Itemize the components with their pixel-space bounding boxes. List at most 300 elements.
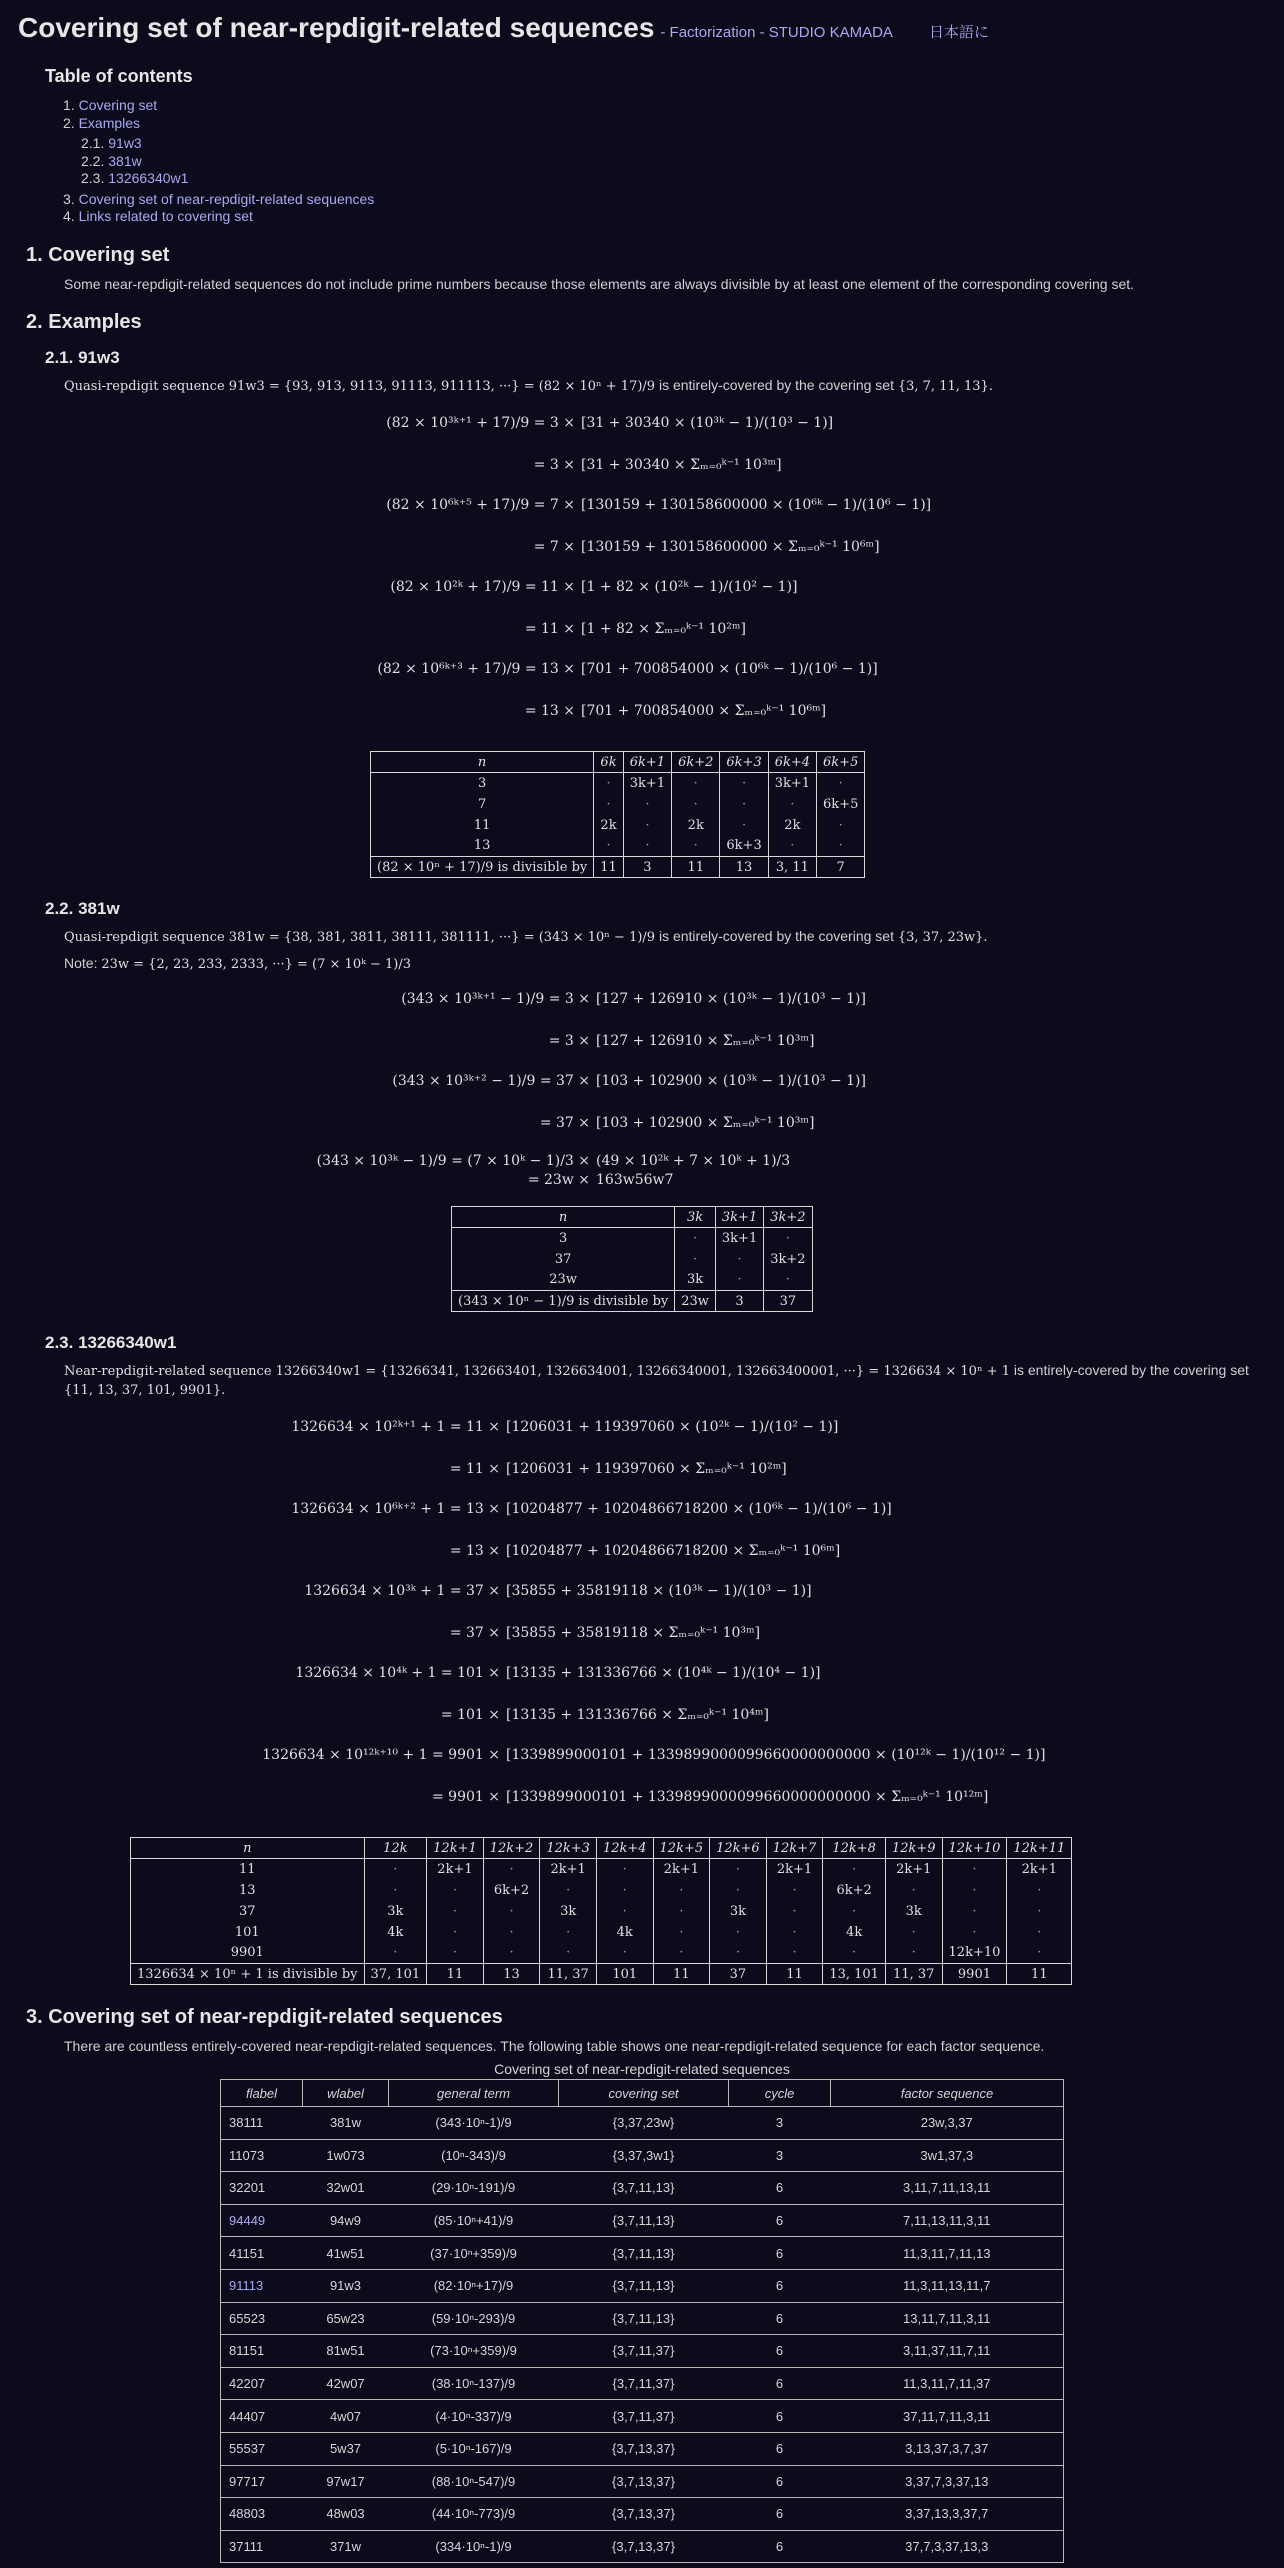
equation-rhs: [1 + 82 × Σₘ₌₀ᵏ⁻¹ 10²ᵐ] — [581, 621, 746, 637]
table-cell: · — [768, 794, 816, 815]
table-row — [452, 1228, 813, 1249]
table-cell: 11 — [672, 857, 720, 878]
equation-rhs: [35855 + 35819118 × (10³ᵏ − 1)/(10³ − 1)] — [506, 1583, 812, 1599]
table-cell: · — [885, 1880, 942, 1901]
table-cell: {3,7,13,37} — [559, 2465, 729, 2498]
table-cell: 6 — [729, 2237, 831, 2270]
table-cell: 11 — [766, 1964, 823, 1985]
table-cell: 11 — [594, 857, 624, 878]
table-cell: 13,11,7,11,3,11 — [831, 2302, 1064, 2335]
table-cell: · — [427, 1922, 484, 1943]
table-cell: 2k+1 — [653, 1859, 710, 1880]
table-cell: · — [1007, 1880, 1072, 1901]
equation-rhs: [1206031 + 119397060 × (10²ᵏ − 1)/(10² − 1)] — [506, 1419, 839, 1435]
subsection-heading-13266340w1: 2.3. 13266340w1 — [45, 1333, 177, 1352]
equation-rhs: [31 + 30340 × Σₘ₌₀ᵏ⁻¹ 10³ᵐ] — [581, 457, 782, 473]
table-cell: 6k+3 — [720, 752, 768, 773]
table-cell: {3,7,11,13} — [559, 2269, 729, 2302]
table-cell: {3,7,13,37} — [559, 2498, 729, 2531]
table-cell: 3k+1 — [623, 773, 671, 794]
table-row — [452, 1291, 813, 1312]
table-cell: 97w17 — [303, 2465, 389, 2498]
table-cell: 6 — [729, 2498, 831, 2531]
table-cell: 6k+4 — [768, 752, 816, 773]
table-cell: 381w — [303, 2107, 389, 2140]
table-row — [221, 2335, 1064, 2368]
table-cell: (29·10ⁿ-191)/9 — [389, 2172, 559, 2205]
equation-rhs: [130159 + 130158600000 × (10⁶ᵏ − 1)/(10⁶ − 1)] — [581, 497, 932, 513]
table-cell: 94w9 — [303, 2204, 389, 2237]
table-cell: · — [942, 1859, 1007, 1880]
table-cell: 37, 101 — [364, 1964, 427, 1985]
toc-link-91w3[interactable]: 91w3 — [108, 135, 142, 151]
table-cell: 9901 — [131, 1943, 365, 1964]
equation-rhs: [31 + 30340 × (10³ᵏ − 1)/(10³ − 1)] — [581, 415, 834, 431]
table-cell: {3,37,23w} — [559, 2107, 729, 2140]
table-cell: 6k+2 — [483, 1880, 540, 1901]
table-cell: 6 — [729, 2302, 831, 2335]
table-cell: 12k — [364, 1838, 427, 1859]
table-cell: (44·10ⁿ-773)/9 — [389, 2498, 559, 2531]
table-cell: 13 — [371, 836, 594, 857]
table-cell: 3 — [452, 1228, 675, 1249]
toc-item: 2.1. 91w3 — [81, 135, 142, 151]
table-cell: (37·10ⁿ+359)/9 — [389, 2237, 559, 2270]
table-cell: 11 — [1007, 1964, 1072, 1985]
table-cell: 2k — [672, 815, 720, 836]
table-cell: 6k+3 — [720, 836, 768, 857]
table-row — [221, 2465, 1064, 2498]
toc-link-section3[interactable]: Covering set of near-repdigit-related sequences — [78, 190, 375, 207]
subsection-heading-381w: 2.2. 381w — [45, 899, 120, 918]
table-cell: 1w073 — [303, 2139, 389, 2172]
table-cell: 41151 — [221, 2237, 303, 2270]
table-cell: · — [710, 1943, 767, 1964]
table-cell: · — [672, 836, 720, 857]
table-cell: · — [483, 1859, 540, 1880]
section-heading-3: 3. Covering set of near-repdigit-related sequences — [26, 2006, 503, 2028]
table-cell: · — [653, 1922, 710, 1943]
table-cell: 44407 — [221, 2400, 303, 2433]
column-header: wlabel — [303, 2080, 389, 2107]
table-cell: 3k — [364, 1901, 427, 1922]
table-cell: · — [817, 815, 865, 836]
table-cell: 11, 37 — [540, 1964, 597, 1985]
table-cell: 3 — [623, 857, 671, 878]
table-cell: 11,3,11,7,11,13 — [831, 2237, 1064, 2270]
table-cell: 2k+1 — [1007, 1859, 1072, 1880]
equation-rhs: [130159 + 130158600000 × Σₘ₌₀ᵏ⁻¹ 10⁶ᵐ] — [581, 539, 880, 555]
table-cell: 97717 — [221, 2465, 303, 2498]
equation-lhs: = 3 × — [533, 457, 575, 473]
table-cell: 6 — [729, 2204, 831, 2237]
table-cell: 48803 — [221, 2498, 303, 2531]
table-row — [221, 2139, 1064, 2172]
table-header-row — [221, 2080, 1064, 2107]
table-cell: {3,7,13,37} — [559, 2530, 729, 2563]
table-cell: 3,11,7,11,13,11 — [831, 2172, 1064, 2205]
equation-lhs: = 9901 × — [432, 1789, 500, 1805]
table-cell: 3 — [729, 2107, 831, 2140]
intro-13266340w1-line2: {11, 13, 37, 101, 9901}. — [64, 1383, 226, 1398]
table-row — [221, 2237, 1064, 2270]
table-cell: 4w07 — [303, 2400, 389, 2433]
residue-table-13266340w1 — [130, 1837, 1072, 1985]
toc-item: 2. Examples — [63, 114, 141, 131]
table-cell: 91w3 — [303, 2269, 389, 2302]
table-row — [371, 815, 865, 836]
column-header: factor sequence — [831, 2080, 1064, 2107]
table-row — [221, 2269, 1064, 2302]
table-cell: 38111 — [221, 2107, 303, 2140]
table-cell: 41w51 — [303, 2237, 389, 2270]
table-cell: 7,11,13,11,3,11 — [831, 2204, 1064, 2237]
equation-lhs: (343 × 10³ᵏ − 1)/9 = (7 × 10ᵏ − 1)/3 × — [316, 1153, 590, 1169]
table-row — [221, 2530, 1064, 2563]
table-cell: 13 — [483, 1964, 540, 1985]
table-row — [221, 2367, 1064, 2400]
section-heading-1: 1. Covering set — [26, 244, 170, 266]
table-cell: · — [483, 1943, 540, 1964]
table-cell: {3,7,13,37} — [559, 2432, 729, 2465]
table-cell: 3k+2 — [764, 1207, 812, 1228]
table-cell: 12k+4 — [596, 1838, 653, 1859]
table-cell: 12k+8 — [823, 1838, 886, 1859]
table-row — [371, 794, 865, 815]
table-cell: (334·10ⁿ-1)/9 — [389, 2530, 559, 2563]
table-cell: 6k+5 — [817, 794, 865, 815]
site-subtitle-link[interactable]: - Factorization - STUDIO KAMADA — [660, 24, 893, 41]
table-cell: · — [675, 1228, 716, 1249]
table-cell: · — [623, 815, 671, 836]
table-cell: · — [427, 1901, 484, 1922]
table-cell: · — [653, 1901, 710, 1922]
table-cell: 1326634 × 10ⁿ + 1 is divisible by — [131, 1964, 365, 1985]
table-header-row — [131, 1838, 1072, 1859]
table-cell: 2k+1 — [766, 1859, 823, 1880]
toc-item: 2.3. 13266340w1 — [81, 170, 189, 186]
table-cell: 42w07 — [303, 2367, 389, 2400]
equation-lhs: = 13 × — [524, 703, 575, 719]
table-cell: 23w — [675, 1291, 716, 1312]
table-cell: · — [675, 1249, 716, 1270]
note-381w: Note: 23w = {2, 23, 233, 2333, ···} = (7 × 10ᵏ − 1)/3 — [64, 955, 411, 972]
table-cell: (4·10ⁿ-337)/9 — [389, 2400, 559, 2433]
table-cell: 32201 — [221, 2172, 303, 2205]
table-cell: · — [594, 794, 624, 815]
equation-lhs: = 7 × — [533, 539, 575, 555]
toc-link-examples[interactable]: Examples — [78, 114, 141, 131]
table-cell: 3k+1 — [768, 773, 816, 794]
table-cell: · — [823, 1901, 886, 1922]
table-cell: · — [715, 1270, 763, 1291]
table-cell: 12k+1 — [427, 1838, 484, 1859]
table-row — [452, 1249, 813, 1270]
table-cell: 81151 — [221, 2335, 303, 2368]
toc-item: 4. Links related to covering set — [63, 208, 253, 224]
table-cell: · — [720, 773, 768, 794]
equation-lhs: = 11 × — [524, 621, 575, 637]
toc-item: 1. Covering set — [63, 97, 158, 113]
equation-rhs: [13135 + 131336766 × (10⁴ᵏ − 1)/(10⁴ − 1)] — [506, 1665, 821, 1681]
table-cell: · — [710, 1859, 767, 1880]
table-cell: 101 — [596, 1964, 653, 1985]
equation-lhs: (82 × 10²ᵏ + 17)/9 = 11 × — [390, 579, 575, 595]
table-cell: 13, 101 — [823, 1964, 886, 1985]
table-cell: 2k+1 — [427, 1859, 484, 1880]
table-cell: · — [942, 1922, 1007, 1943]
table-cell: · — [364, 1880, 427, 1901]
table-cell: 42207 — [221, 2367, 303, 2400]
table-cell: 37 — [764, 1291, 812, 1312]
equation-lhs: (82 × 10⁶ᵏ⁺⁵ + 17)/9 = 7 × — [386, 497, 575, 513]
table-cell: · — [720, 794, 768, 815]
equation-rhs: [1206031 + 119397060 × Σₘ₌₀ᵏ⁻¹ 10²ᵐ] — [506, 1461, 787, 1477]
table-cell: · — [540, 1880, 597, 1901]
table-cell: 6 — [729, 2269, 831, 2302]
table-cell: · — [766, 1943, 823, 1964]
table-cell: · — [823, 1943, 886, 1964]
equation-lhs: 1326634 × 10⁴ᵏ + 1 = 101 × — [295, 1665, 500, 1681]
table-row — [371, 836, 865, 857]
table-cell: 37 — [452, 1249, 675, 1270]
table-cell: 2k+1 — [885, 1859, 942, 1880]
table-cell: · — [483, 1901, 540, 1922]
toc-link-links[interactable]: Links related to covering set — [78, 208, 253, 224]
table-cell: 6 — [729, 2172, 831, 2205]
table-row — [131, 1859, 1072, 1880]
equation-rhs: [35855 + 35819118 × Σₘ₌₀ᵏ⁻¹ 10³ᵐ] — [506, 1625, 761, 1641]
table-cell: 6k+2 — [672, 752, 720, 773]
table-cell: 6 — [729, 2432, 831, 2465]
equation-lhs: = 37 × — [539, 1115, 590, 1131]
table-row — [131, 1880, 1072, 1901]
japanese-link[interactable]: 日本語に — [928, 24, 989, 41]
table-cell: · — [1007, 1922, 1072, 1943]
table-cell: n — [371, 752, 594, 773]
equation-lhs: (343 × 10³ᵏ⁺¹ − 1)/9 = 3 × — [401, 991, 590, 1007]
table-cell: n — [452, 1207, 675, 1228]
table-header-row — [371, 752, 865, 773]
table-cell: · — [364, 1859, 427, 1880]
table-cell: (10ⁿ-343)/9 — [389, 2139, 559, 2172]
intro-13266340w1: Near-repdigit-related sequence 13266340w1 = {13266341, 132663401, 1326634001, 13266340001, 132663400001, ···} = 1326634 × 10ⁿ + 1 is entirely-covered by the covering set — [64, 1362, 1249, 1379]
column-header: covering set — [559, 2080, 729, 2107]
table-row — [371, 773, 865, 794]
table-cell: 7 — [817, 857, 865, 878]
flabel-link[interactable]: 91113 — [221, 2269, 303, 2302]
table-cell: 37,11,7,11,3,11 — [831, 2400, 1064, 2433]
table-cell: 11,3,11,13,11,7 — [831, 2269, 1064, 2302]
table-row — [131, 1922, 1072, 1943]
table-cell: {3,7,11,37} — [559, 2400, 729, 2433]
table-cell: · — [710, 1922, 767, 1943]
equation-lhs: = 23w × — [527, 1172, 590, 1188]
equation-rhs: [127 + 126910 × Σₘ₌₀ᵏ⁻¹ 10³ᵐ] — [596, 1033, 815, 1049]
table-cell: · — [720, 815, 768, 836]
table-cell: {3,37,3w1} — [559, 2139, 729, 2172]
table-cell: 3,13,37,3,7,37 — [831, 2432, 1064, 2465]
table-cell: 6 — [729, 2335, 831, 2368]
equation-lhs: 1326634 × 10¹²ᵏ⁺¹⁰ + 1 = 9901 × — [262, 1747, 500, 1763]
table-cell: 12k+6 — [710, 1838, 767, 1859]
table-cell: · — [596, 1901, 653, 1922]
table-cell: 23w,3,37 — [831, 2107, 1064, 2140]
table-cell: · — [942, 1901, 1007, 1922]
table-cell: 12k+9 — [885, 1838, 942, 1859]
table-cell: (85·10ⁿ+41)/9 — [389, 2204, 559, 2237]
table-cell: 13 — [131, 1880, 365, 1901]
table-row — [452, 1270, 813, 1291]
table-cell: 12k+10 — [942, 1838, 1007, 1859]
equation-lhs: (343 × 10³ᵏ⁺² − 1)/9 = 37 × — [392, 1073, 590, 1089]
equation-rhs: [1339899000101 + 1339899000099660000000000 × Σₘ₌₀ᵏ⁻¹ 10¹²ᵐ] — [506, 1789, 989, 1805]
column-header: flabel — [221, 2080, 303, 2107]
table-cell: 55537 — [221, 2432, 303, 2465]
table-cell: (59·10ⁿ-293)/9 — [389, 2302, 559, 2335]
toc-item: 3. Covering set of near-repdigit-related sequences — [63, 190, 375, 207]
table-cell: 37 — [710, 1964, 767, 1985]
equation-rhs: [701 + 700854000 × Σₘ₌₀ᵏ⁻¹ 10⁶ᵐ] — [581, 703, 827, 719]
table-row — [221, 2432, 1064, 2465]
table-cell: 3k+1 — [715, 1207, 763, 1228]
table-cell: · — [596, 1859, 653, 1880]
toc-link-covering-set[interactable]: Covering set — [78, 97, 158, 113]
table-cell: 6k+5 — [817, 752, 865, 773]
table-cell: · — [653, 1943, 710, 1964]
table-cell: · — [623, 836, 671, 857]
table-cell: 5w37 — [303, 2432, 389, 2465]
table-cell: · — [672, 794, 720, 815]
table-cell: 12k+11 — [1007, 1838, 1072, 1859]
table-row — [221, 2400, 1064, 2433]
intro-381w: Quasi-repdigit sequence 381w = {38, 381, 3811, 38111, 381111, ···} = (343 × 10ⁿ − 1)/9 is entirely-covered by the covering set {3, 37, 23w}. — [64, 928, 988, 945]
table-cell: 11 — [371, 815, 594, 836]
table-cell: (5·10ⁿ-167)/9 — [389, 2432, 559, 2465]
table-cell: 37,7,3,37,13,3 — [831, 2530, 1064, 2563]
flabel-link[interactable]: 94449 — [221, 2204, 303, 2237]
table-cell: 12k+2 — [483, 1838, 540, 1859]
table-cell: · — [1007, 1943, 1072, 1964]
equation-lhs: (82 × 10³ᵏ⁺¹ + 17)/9 = 3 × — [386, 415, 575, 431]
table-cell: · — [427, 1943, 484, 1964]
equation-rhs: [13135 + 131336766 × Σₘ₌₀ᵏ⁻¹ 10⁴ᵐ] — [506, 1707, 769, 1723]
table-cell: 23w — [452, 1270, 675, 1291]
residue-table-381w — [451, 1206, 813, 1312]
table-cell: · — [653, 1880, 710, 1901]
table-cell: · — [817, 836, 865, 857]
table-row — [131, 1964, 1072, 1985]
equation-lhs: = 37 × — [449, 1625, 500, 1641]
table-cell: · — [672, 773, 720, 794]
table-cell: 4k — [823, 1922, 886, 1943]
equation-lhs: = 11 × — [449, 1461, 500, 1477]
table-cell: 3k+2 — [764, 1249, 812, 1270]
toc-link-13266340w1[interactable]: 13266340w1 — [108, 170, 189, 186]
table-row — [221, 2498, 1064, 2531]
toc-link-381w[interactable]: 381w — [108, 152, 142, 169]
table-cell: 3,37,7,3,37,13 — [831, 2465, 1064, 2498]
table-cell: · — [364, 1943, 427, 1964]
table-cell: 6k+1 — [623, 752, 671, 773]
section3-text: There are countless entirely-covered near-repdigit-related sequences. The following table shows one near-repdigit-related sequence for each factor sequence. — [64, 2038, 1045, 2054]
table-cell: 65w23 — [303, 2302, 389, 2335]
table-cell: · — [768, 836, 816, 857]
residue-table-91w3 — [370, 751, 865, 878]
table-cell: 48w03 — [303, 2498, 389, 2531]
page-title: Covering set of near-repdigit-related sequences — [18, 12, 655, 43]
toc-item: 2.2. 381w — [81, 152, 142, 169]
subsection-heading-91w3: 2.1. 91w3 — [45, 348, 120, 367]
table-cell: · — [483, 1922, 540, 1943]
table-cell: 3 — [371, 773, 594, 794]
table-cell: · — [766, 1880, 823, 1901]
table-cell: 6 — [729, 2465, 831, 2498]
table-cell: 65523 — [221, 2302, 303, 2335]
covering-set-table — [220, 2079, 1064, 2563]
table-cell: (82·10ⁿ+17)/9 — [389, 2269, 559, 2302]
equation-lhs: 1326634 × 10⁶ᵏ⁺² + 1 = 13 × — [291, 1501, 500, 1517]
table-cell: 81w51 — [303, 2335, 389, 2368]
table-row — [131, 1901, 1072, 1922]
table-cell: 3k — [675, 1270, 716, 1291]
table-cell: 2k — [768, 815, 816, 836]
table-cell: · — [885, 1943, 942, 1964]
equation-lhs: 1326634 × 10³ᵏ + 1 = 37 × — [304, 1583, 500, 1599]
table-header-row — [452, 1207, 813, 1228]
table-cell: {3,7,11,13} — [559, 2204, 729, 2237]
equation-rhs: [10204877 + 10204866718200 × (10⁶ᵏ − 1)/(10⁶ − 1)] — [506, 1501, 892, 1517]
table-cell: (82 × 10ⁿ + 17)/9 is divisible by — [371, 857, 594, 878]
table-cell: · — [766, 1901, 823, 1922]
table-cell: · — [540, 1943, 597, 1964]
table-cell: 4k — [364, 1922, 427, 1943]
table-cell: (88·10ⁿ-547)/9 — [389, 2465, 559, 2498]
equation-rhs: (49 × 10²ᵏ + 7 × 10ᵏ + 1)/3 — [596, 1153, 791, 1169]
table-cell: 3k — [540, 1901, 597, 1922]
table-cell: 3,11,37,11,7,11 — [831, 2335, 1064, 2368]
table-cell: · — [817, 773, 865, 794]
table-cell: 13 — [720, 857, 768, 878]
table-cell: 3w1,37,3 — [831, 2139, 1064, 2172]
table-cell: {3,7,11,13} — [559, 2237, 729, 2270]
table-cell: 3k+1 — [715, 1228, 763, 1249]
table-cell: 6k — [594, 752, 624, 773]
table-cell: 12k+7 — [766, 1838, 823, 1859]
table-cell: 101 — [131, 1922, 365, 1943]
equation-lhs: = 101 × — [440, 1707, 500, 1723]
table-cell: 2k — [594, 815, 624, 836]
table-cell: 12k+10 — [942, 1943, 1007, 1964]
table-row — [221, 2204, 1064, 2237]
table-cell: n — [131, 1838, 365, 1859]
table-cell: 3k — [710, 1901, 767, 1922]
table-cell: {3,7,11,37} — [559, 2367, 729, 2400]
table-cell: (38·10ⁿ-137)/9 — [389, 2367, 559, 2400]
table-row — [221, 2107, 1064, 2140]
table-cell: · — [823, 1859, 886, 1880]
equation-rhs: [103 + 102900 × Σₘ₌₀ᵏ⁻¹ 10³ᵐ] — [596, 1115, 815, 1131]
table-cell: · — [715, 1249, 763, 1270]
table-cell: · — [596, 1880, 653, 1901]
table-cell: (343·10ⁿ-1)/9 — [389, 2107, 559, 2140]
table-cell: {3,7,11,13} — [559, 2302, 729, 2335]
column-header: general term — [389, 2080, 559, 2107]
table-cell: 11073 — [221, 2139, 303, 2172]
table-cell: 6 — [729, 2530, 831, 2563]
equation-rhs: [10204877 + 10204866718200 × Σₘ₌₀ᵏ⁻¹ 10⁶ᵐ] — [506, 1543, 841, 1559]
column-header: cycle — [729, 2080, 831, 2107]
